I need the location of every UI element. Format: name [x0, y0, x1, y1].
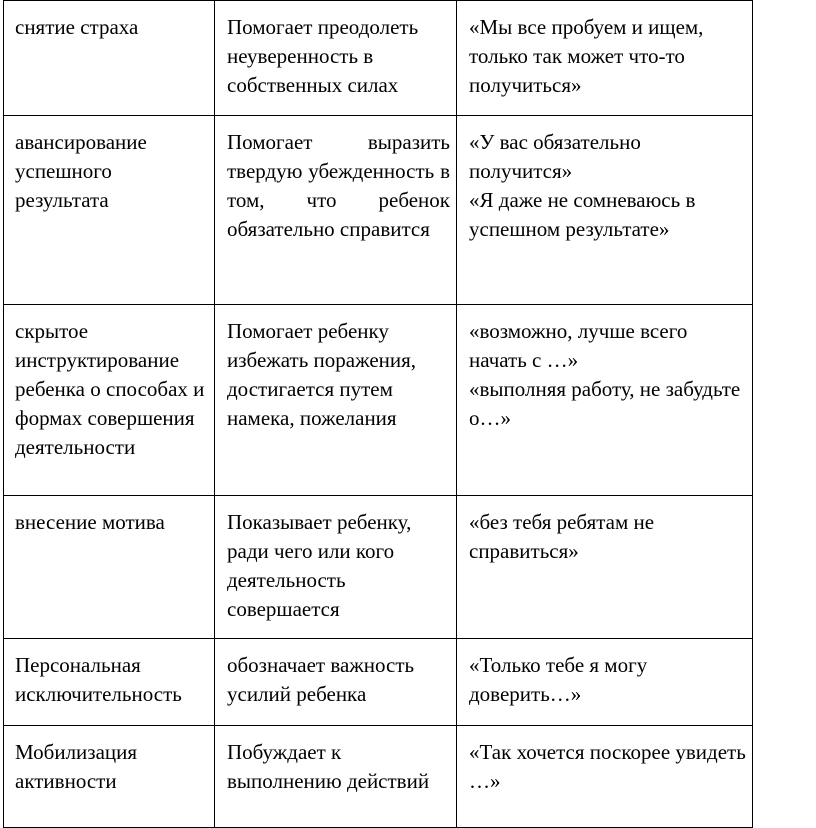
support-techniques-table — [3, 0, 753, 828]
example-cell — [457, 1, 753, 116]
description-cell: Помогает ребенку избежать поражения, достигается путем намека, пожелания — [215, 305, 457, 496]
example-phrase: «без тебя ребятам не справиться» — [469, 510, 655, 563]
example-phrase: «Только тебе я могу доверить…» — [469, 653, 648, 706]
technique-cell: Мобилизация активности — [4, 726, 215, 828]
description-cell: Помогает преодолеть неуверенность в собственных силах — [215, 1, 457, 116]
table-row — [4, 726, 753, 828]
table-row — [4, 639, 753, 726]
example-cell — [457, 116, 753, 305]
table-row — [4, 496, 753, 639]
example-cell — [457, 305, 753, 496]
technique-cell: авансирование успешного результата — [4, 116, 215, 305]
technique-cell: скрытое инструктирование ребенка о способах и формах совершения деятельности — [4, 305, 215, 496]
example-phrase: «У вас обязательно получится» — [469, 130, 641, 183]
description-cell: Побуждает к выполнению действий — [215, 726, 457, 828]
description-cell: обозначает важность усилий ребенка — [215, 639, 457, 726]
example-cell — [457, 639, 753, 726]
technique-cell: внесение мотива — [4, 496, 215, 639]
example-phrase: «возможно, лучше всего начать с …» — [469, 319, 688, 372]
example-phrase: «Так хочется поскорее увидеть …» — [469, 740, 746, 793]
example-cell — [457, 726, 753, 828]
technique-cell: Персональная исключительность — [4, 639, 215, 726]
description-cell: Помогает выразить твердую убежденность в том, что ребенок обязательно справится — [215, 116, 457, 305]
table-row — [4, 116, 753, 305]
example-phrase: «Я даже не сомневаюсь в успешном результате» — [469, 188, 696, 241]
table-row — [4, 305, 753, 496]
example-phrase: «Мы все пробуем и ищем, только так может что-то получиться» — [469, 15, 704, 97]
table-row — [4, 1, 753, 116]
description-cell: Показывает ребенку, ради чего или кого деятельность совершается — [215, 496, 457, 639]
example-cell — [457, 496, 753, 639]
technique-cell: снятие страха — [4, 1, 215, 116]
example-phrase: «выполняя работу, не забудьте о…» — [469, 377, 741, 430]
